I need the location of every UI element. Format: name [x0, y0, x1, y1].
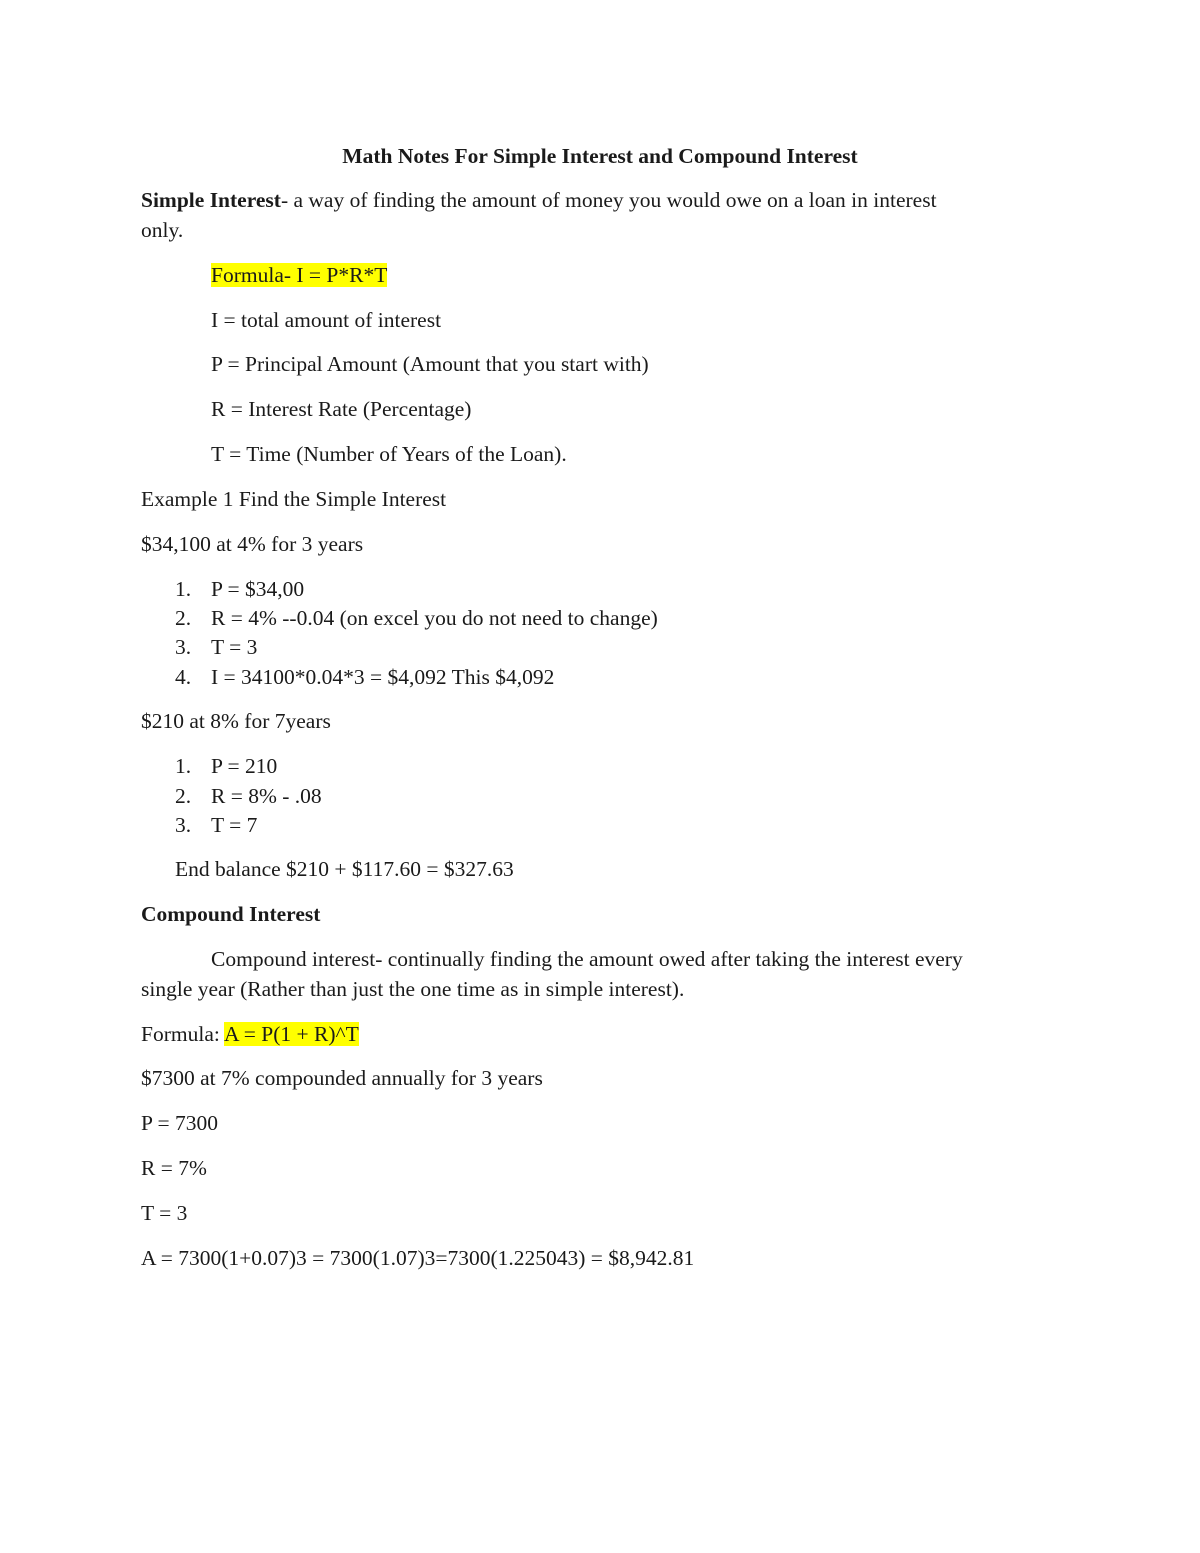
list-item: 4. I = 34100*0.04*3 = $4,092 This $4,092	[175, 665, 555, 689]
var-p: P = Principal Amount (Amount that you start with)	[211, 352, 649, 376]
compound-example-prompt: $7300 at 7% compounded annually for 3 years	[141, 1066, 543, 1090]
list-item: 3. T = 3	[175, 635, 258, 659]
compound-var-t: T = 3	[141, 1201, 188, 1225]
simple-interest-definition-text: - a way of finding the amount of money you would owe on a loan in interest	[280, 188, 937, 212]
list-item: 2. R = 4% --0.04 (on excel you do not need to change)	[175, 606, 658, 630]
end-balance: End balance $210 + $117.60 = $327.63	[175, 857, 514, 881]
compound-definition: Compound interest- continually finding the amount owed after taking the interest every	[211, 947, 963, 971]
simple-formula-highlight: Formula- I = P*R*T	[211, 263, 388, 287]
example1-prompt: $34,100 at 4% for 3 years	[141, 532, 364, 556]
compound-var-p: P = 7300	[141, 1111, 219, 1135]
simple-interest-definition	[141, 185, 937, 215]
var-t: T = Time (Number of Years of the Loan).	[211, 442, 567, 466]
compound-formula-label: Formula:	[141, 1022, 225, 1046]
example-heading: Example 1 Find the Simple Interest	[141, 487, 447, 511]
list-item: 1. P = 210	[175, 754, 278, 778]
example2-prompt: $210 at 8% for 7years	[141, 709, 331, 733]
compound-solution: A = 7300(1+0.07)3 = 7300(1.07)3=7300(1.225043) = $8,942.81	[141, 1246, 695, 1270]
simple-interest-term: Simple Interest	[141, 188, 281, 212]
var-i: I = total amount of interest	[211, 308, 442, 332]
compound-formula	[141, 1019, 359, 1049]
simple-interest-definition-cont: only.	[141, 218, 184, 242]
compound-formula-highlight: A = P(1 + R)^T	[224, 1022, 359, 1046]
list-item: 3. T = 7	[175, 813, 258, 837]
compound-definition-cont: single year (Rather than just the one time as in simple interest).	[141, 977, 685, 1001]
var-r: R = Interest Rate (Percentage)	[211, 397, 472, 421]
compound-var-r: R = 7%	[141, 1156, 207, 1180]
list-item: 2. R = 8% - .08	[175, 784, 322, 808]
compound-heading: Compound Interest	[141, 902, 321, 926]
list-item: 1. P = $34,00	[175, 577, 305, 601]
page-title: Math Notes For Simple Interest and Compound Interest	[342, 144, 858, 168]
simple-formula	[211, 260, 387, 290]
